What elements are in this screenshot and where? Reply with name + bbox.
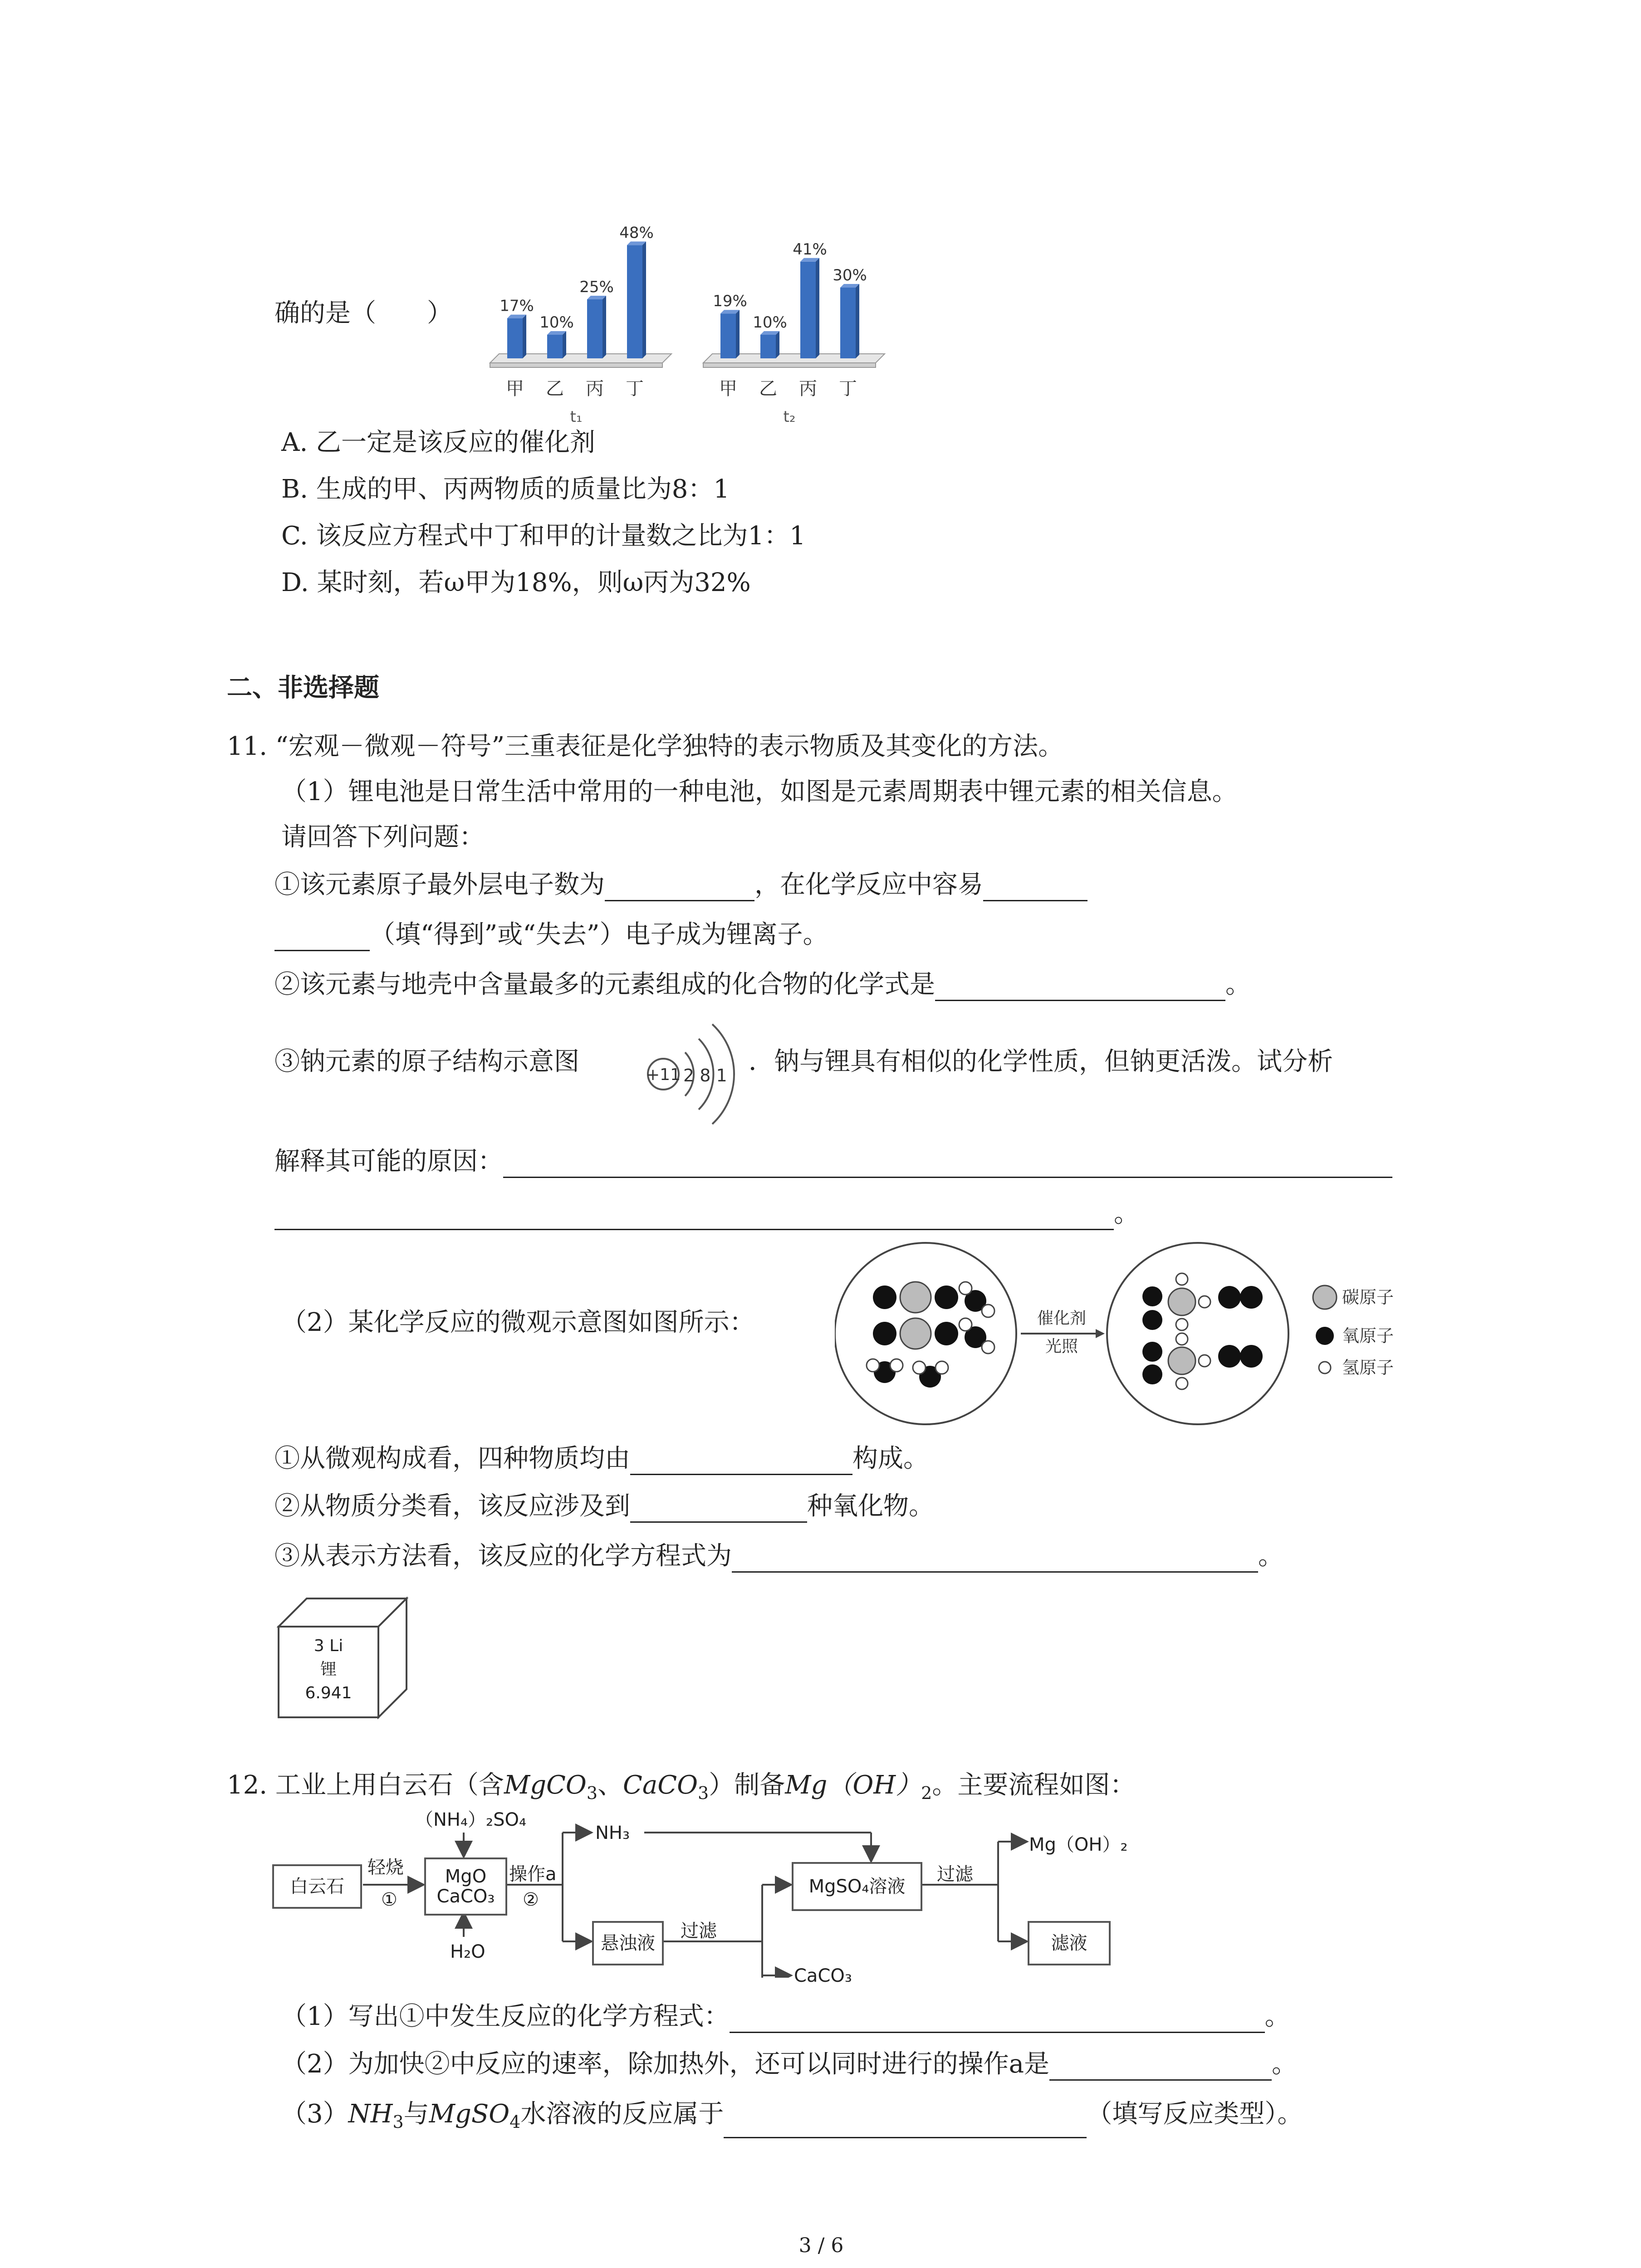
- x-axis-label: t₂: [783, 408, 796, 426]
- q12-q1-line: [281, 2000, 1290, 2033]
- flow-input-ammonium-sulfate: （NH₄）₂SO₄: [415, 1809, 526, 1830]
- flow-label-step1: ①: [381, 1889, 397, 1910]
- formula-mgco3: MgCO: [504, 1770, 587, 1800]
- flow-product-mgoh2: Mg（OH）₂: [1029, 1834, 1128, 1855]
- q10-option-c: C. 该反应方程式中丁和甲的计量数之比为1：1: [281, 521, 806, 551]
- flow-node-suspension: 悬浊液: [592, 1921, 664, 1965]
- category-label: 甲: [719, 378, 737, 399]
- q11-t3-line: [274, 1540, 1283, 1573]
- flow-label-filter2: 过滤: [937, 1864, 973, 1885]
- flow-label-operation-a: 操作a: [509, 1864, 557, 1885]
- q10-option-a: A. 乙一定是该反应的催化剂: [281, 428, 596, 457]
- answer-blank[interactable]: [730, 2005, 1265, 2033]
- bar: [627, 245, 642, 358]
- answer-blank[interactable]: [724, 2111, 1087, 2138]
- category-label: 丁: [839, 378, 857, 399]
- q12-q2-end: 。: [1272, 2049, 1298, 2079]
- data-label: 41%: [793, 240, 827, 259]
- chart-t1: [485, 213, 676, 431]
- h2o-molecule: [959, 1282, 994, 1317]
- q12-q3b: 水溶液的反应属于: [520, 2099, 724, 2129]
- category-label: 甲: [506, 378, 524, 399]
- flow-node-dolomite: 白云石: [272, 1864, 362, 1909]
- legend-oxygen: 氧原子: [1342, 1326, 1394, 1346]
- bar-side: [523, 315, 526, 358]
- li-name: 锂: [320, 1660, 337, 1679]
- co2-molecule: [873, 1282, 958, 1313]
- q11-s1b: ，在化学反应中容易: [754, 870, 983, 899]
- q12-q2-line: [281, 2048, 1297, 2081]
- q12-q2: （2）为加快②中反应的速率，除加热外，还可以同时进行的操作a是: [281, 2049, 1050, 2079]
- q11-part2: （2）某化学反应的微观示意图如图所示：: [281, 1308, 755, 1337]
- products-circle: [1107, 1243, 1288, 1424]
- q10-option-b: B. 生成的甲、丙两物质的质量比为8：1: [281, 474, 730, 504]
- flow-node-mgo-caco3: [424, 1857, 507, 1916]
- bar-side: [816, 258, 819, 358]
- nucleus-charge: +11: [646, 1066, 681, 1084]
- q12-stem: [227, 1769, 1135, 1809]
- q11-t2a: ②从物质分类看，该反应涉及到: [274, 1491, 630, 1521]
- separator: 、: [598, 1770, 623, 1800]
- h2o-molecule: [913, 1361, 948, 1388]
- q11-s3a: ③钠元素的原子结构示意图: [274, 1047, 579, 1076]
- q11-s1-line2: [274, 919, 828, 951]
- li-atomic-mass: 6.941: [305, 1684, 352, 1702]
- x-axis-label: t₁: [570, 408, 583, 426]
- category-label: 丙: [799, 378, 817, 399]
- o2-molecule: [1218, 1345, 1263, 1368]
- bar-side: [603, 296, 606, 358]
- methanol-molecule: [1142, 1273, 1210, 1330]
- chart-platform-edge: [490, 363, 662, 367]
- flow-node-filtrate: 滤液: [1028, 1921, 1111, 1965]
- q12-stem-b: ）制备: [709, 1770, 785, 1800]
- process-flow-diagram: [272, 1805, 1134, 1986]
- answer-blank[interactable]: [503, 1150, 1392, 1178]
- q11-t1-line: [274, 1442, 929, 1475]
- q12-q1: （1）写出①中发生反应的化学方程式：: [281, 2002, 730, 2031]
- hydrogen-legend-icon: [1319, 1362, 1331, 1374]
- lithium-element-card: [277, 1597, 408, 1719]
- flow-node-mgso4: MgSO₄溶液: [792, 1862, 922, 1911]
- q12-stem-a: 12. 工业上用白云石（含: [227, 1770, 504, 1800]
- q11-t3-end: 。: [1258, 1541, 1283, 1571]
- q12-q3-line: [281, 2098, 1303, 2138]
- h2o-molecule: [959, 1318, 994, 1354]
- micro-reaction-diagram: [835, 1220, 1452, 1447]
- arrow-condition-catalyst: 催化剂: [1037, 1309, 1087, 1328]
- q11-t3a: ③从表示方法看，该反应的化学方程式为: [274, 1541, 732, 1571]
- data-label: 30%: [833, 266, 867, 284]
- q11-stem: 11. “宏观－微观－符号”三重表征是化学独特的表示物质及其变化的方法。: [227, 732, 1064, 761]
- data-label: 19%: [713, 292, 747, 311]
- q12-stem-c: 。主要流程如图：: [932, 1770, 1136, 1800]
- node-caco3: CaCO₃: [436, 1886, 495, 1907]
- data-label: 10%: [753, 313, 787, 332]
- flow-label-step2: ②: [523, 1889, 539, 1910]
- q11-t1a: ①从微观构成看，四种物质均由: [274, 1444, 630, 1473]
- q12-q1-end: 。: [1264, 2002, 1290, 2031]
- category-label: 丙: [586, 378, 604, 399]
- data-label: 10%: [539, 313, 574, 332]
- oxygen-legend-icon: [1316, 1327, 1334, 1345]
- formula-caco3: CaCO: [623, 1770, 698, 1800]
- bar-side: [563, 331, 566, 358]
- li-atomic-number-symbol: 3 Li: [314, 1637, 343, 1655]
- q11-s3b: ．钠与锂具有相似的化学性质，但钠更活泼。试分析: [749, 1047, 1333, 1076]
- q11-t1b: 构成。: [852, 1444, 929, 1473]
- legend-hydrogen: 氢原子: [1342, 1358, 1394, 1378]
- q11-s1c: （填“得到”或“失去”）电子成为锂离子。: [370, 920, 828, 949]
- q11-s2-end: 。: [1225, 970, 1251, 999]
- legend-carbon: 碳原子: [1342, 1287, 1394, 1307]
- methanol-molecule: [1142, 1333, 1210, 1389]
- bar: [840, 288, 856, 358]
- o2-molecule: [1218, 1286, 1263, 1309]
- formula-mgso4: MgSO: [429, 2099, 510, 2129]
- q11-s1a: ①该元素原子最外层电子数为: [274, 870, 605, 899]
- data-label: 25%: [579, 278, 614, 296]
- flow-product-nh3: NH₃: [595, 1823, 630, 1843]
- answer-blank[interactable]: [630, 1447, 852, 1475]
- carbon-legend-icon: [1313, 1286, 1337, 1309]
- section-title: 二、非选择题: [227, 673, 379, 703]
- bar: [720, 313, 736, 358]
- flow-arrows: [272, 1805, 1134, 1978]
- q12-q3m: 与: [403, 2099, 429, 2129]
- category-label: 丁: [626, 378, 644, 399]
- co2-molecule: [873, 1318, 958, 1349]
- bar: [547, 335, 563, 358]
- q11-s3c-line: [274, 1145, 1392, 1178]
- node-mgo: MgO: [445, 1866, 487, 1887]
- answer-blank[interactable]: [983, 874, 1087, 901]
- q11-part1: （1）锂电池是日常生活中常用的一种电池，如图是元素周期表中锂元素的相关信息。: [281, 777, 1238, 807]
- q12-q3a: （3）: [281, 2099, 348, 2129]
- q11-t2-line: [274, 1490, 934, 1523]
- q10-option-d: D. 某时刻，若ω甲为18%，则ω丙为32%: [281, 568, 751, 597]
- bar-side: [776, 331, 779, 358]
- q11-s3c: 解释其可能的原因：: [274, 1147, 503, 1176]
- chart-platform-edge: [703, 363, 876, 367]
- q12-q3-end: （填写反应类型）。: [1087, 2099, 1303, 2129]
- subscript: 3: [392, 2112, 404, 2132]
- answer-blank[interactable]: [274, 924, 370, 951]
- bar: [587, 299, 603, 358]
- bar: [507, 318, 523, 358]
- bar-side: [856, 284, 859, 358]
- subscript: 3: [698, 1783, 709, 1804]
- q11-s2: ②该元素与地壳中含量最多的元素组成的化合物的化学式是: [274, 970, 935, 999]
- subscript: 3: [586, 1783, 598, 1804]
- chart-t2: [699, 231, 889, 431]
- answer-blank[interactable]: [935, 973, 1225, 1001]
- answer-blank[interactable]: [1049, 2053, 1272, 2081]
- answer-blank[interactable]: [732, 1545, 1258, 1573]
- shell-electrons: 2 8 1: [683, 1066, 727, 1085]
- flow-label-filter1: 过滤: [681, 1921, 717, 1941]
- q11-s1-line: [274, 869, 1087, 901]
- flow-product-caco3: CaCO₃: [794, 1965, 852, 1986]
- answer-blank[interactable]: [605, 874, 754, 901]
- bar-side: [642, 241, 646, 358]
- q11-part1-prompt: 请回答下列问题：: [281, 822, 485, 852]
- flow-input-water: H₂O: [450, 1941, 485, 1962]
- formula-nh3: NH: [348, 2099, 393, 2129]
- category-label: 乙: [759, 378, 777, 399]
- category-label: 乙: [546, 378, 564, 399]
- answer-blank[interactable]: [630, 1495, 807, 1523]
- q11-s3-end: 。: [1114, 1199, 1139, 1228]
- page-number: 3 / 6: [798, 2234, 844, 2257]
- q11-t2b: 种氧化物。: [807, 1491, 934, 1521]
- bar: [760, 335, 776, 358]
- subscript: 2: [921, 1783, 932, 1804]
- q11-s2-line: [274, 968, 1251, 1001]
- bar: [800, 262, 816, 358]
- formula-mgoh2: Mg（OH）: [785, 1770, 921, 1800]
- flow-label-calcine: 轻烧: [367, 1857, 404, 1878]
- sodium-atom-diagram: [640, 1007, 744, 1139]
- q10-stem-tail: 确的是（ ）: [274, 298, 452, 328]
- data-label: 48%: [619, 224, 654, 242]
- arrow-condition-light: 光照: [1045, 1337, 1078, 1356]
- h2o-molecule: [867, 1359, 903, 1383]
- subscript: 4: [509, 2112, 521, 2132]
- data-label: 17%: [500, 297, 534, 315]
- bar-side: [736, 310, 740, 358]
